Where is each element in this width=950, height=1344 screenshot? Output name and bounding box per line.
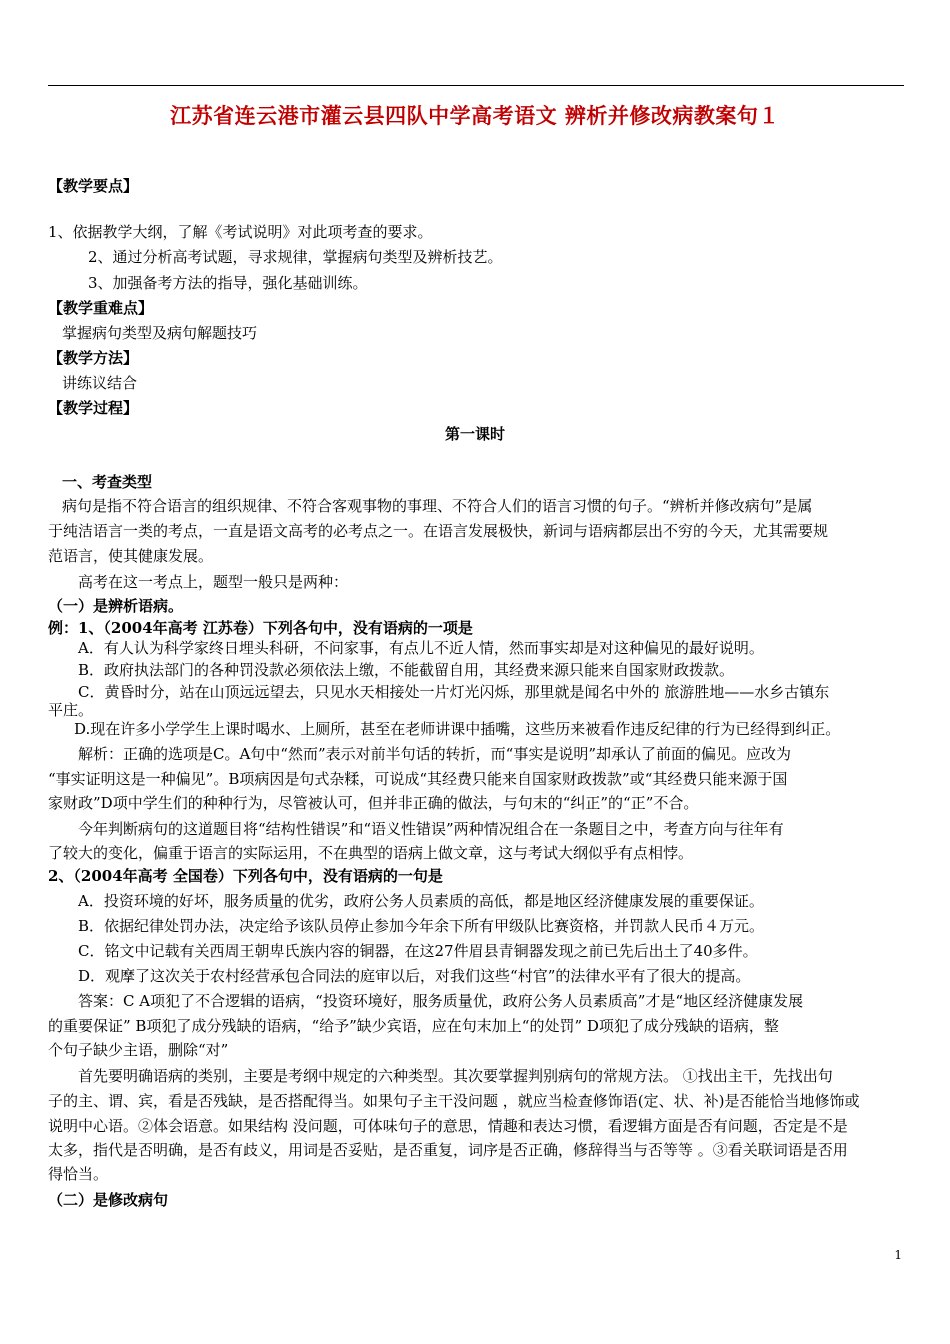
key-points-heading: 【教学要点】 xyxy=(48,177,139,195)
ex1-analysis-line: “事实证明这是一种偏见”。B项病因是句式杂糅，可说成“其经费只能来自国家财政拨款”或“其经费只能来源于国 xyxy=(48,770,788,788)
method-heading: 【教学方法】 xyxy=(48,349,139,367)
ex1-option-c: C．黄昏时分，站在山顶远远望去，只见水天相接处一片灯光闪烁，那里就是闻名中外的 旅游胜地——水乡古镇东 xyxy=(78,683,830,701)
difficulty-text: 掌握病句类型及病句解题技巧 xyxy=(62,324,258,342)
part1-heading: 一、考查类型 xyxy=(62,473,153,491)
part1-para-line: 于纯洁语言一类的考点，一直是语文高考的必考点之一。在语言发展极快，新词与语病都层出不穷的今天，尤其需要规 xyxy=(48,522,829,540)
lesson-title: 第一课时 xyxy=(444,425,505,443)
method-para-line: 子的主、谓、宾，看是否残缺，是否搭配得当。如果句子主干没问题 ，就应当检查修饰语(定、状、补)是否能恰当地修饰或 xyxy=(48,1092,860,1110)
method-para-line: 得恰当。 xyxy=(48,1165,109,1183)
ex1-option-d: D.现在许多小学学生上课时喝水、上厕所，甚至在老师讲课中插嘴，这些历来被看作违反纪律的行为已经得到纠正。 xyxy=(74,720,841,738)
method-para-line: 太多，指代是否明确，是否有歧义，用词是否妥贴，是否重复，词序是否正确，修辞得当与否等等 。③看关联词语是否用 xyxy=(48,1141,848,1159)
page-number: 1 xyxy=(894,1248,902,1262)
ex1-analysis-line: 家财政”D项中学生们的种种行为，尽管被认可，但并非正确的做法，与句末的“纠正”的“正”不合。 xyxy=(48,794,699,812)
ex1-option-b: B．政府执法部门的各种罚没款必须依法上缴，不能截留自用，其经费来源只能来自国家财政拨款。 xyxy=(78,661,735,679)
key-point-2: 2、通过分析高考试题，寻求规律，掌握病句类型及辨析技艺。 xyxy=(88,248,503,266)
method-text: 讲练议结合 xyxy=(62,374,138,392)
ex1-analysis-line: 解析：正确的选项是C。A句中“然而”表示对前半句话的转折，而“事实是说明”却承认了前面的偏见。应改为 xyxy=(78,745,791,763)
ex1-option-c-cont: 平庄。 xyxy=(48,701,94,719)
ex2-option-d: D．观摩了这次关于农村经营承包合同法的庭审以后，对我们这些“村官”的法律水平有了很大的提高。 xyxy=(78,967,751,985)
key-point-3: 3、加强备考方法的指导，强化基础训练。 xyxy=(88,274,368,292)
ex2-option-c: C．铭文中记载有关西周王朝卑氏族内容的铜器，在这27件眉县青铜器发现之前已先后出土了40多件。 xyxy=(78,942,758,960)
part1-para-line: 病句是指不符合语言的组织规律、不符合客观事物的事理、不符合人们的语言习惯的句子。“辨析并修改病句”是属 xyxy=(62,497,813,515)
process-heading: 【教学过程】 xyxy=(48,399,139,417)
ex1-option-a: A．有人认为科学家终日埋头科研，不问家事，有点儿不近人情，然而事实却是对这种偏见的最好说明。 xyxy=(78,639,764,657)
method-para-line: 首先要明确语病的类别，主要是考纲中规定的六种类型。其次要掌握判别病句的常规方法。 ①找出主干，先找出句 xyxy=(78,1067,833,1085)
key-point-1: 1、依据教学大纲，了解《考试说明》对此项考查的要求。 xyxy=(48,223,433,241)
ex1-comment-line: 今年判断病句的这道题目将“结构性错误”和“语义性错误”两种情况组合在一条题目之中，考查方向与往年有 xyxy=(78,820,784,838)
part1-para-line: 范语言，使其健康发展。 xyxy=(48,547,214,565)
ex2-option-b: B．依据纪律处罚办法，决定给予该队员停止参加今年余下所有甲级队比赛资格，并罚款人民币４万元。 xyxy=(78,917,765,935)
ex2-answer-line: 个句子缺少主语，删除“对” xyxy=(48,1041,229,1059)
ex1-question: 例：1、（2004年高考 江苏卷）下列各句中，没有语病的一项是 xyxy=(48,619,473,637)
header-rule xyxy=(48,85,904,86)
ex1-comment-line: 了较大的变化，偏重于语言的实际运用，不在典型的语病上做文章，这与考试大纲似乎有点相悖。 xyxy=(48,844,694,862)
method-para-line: 说明中心语。②体会语意。如果结构 没问题，可体味句子的意思，情趣和表达习惯，看逻辑方面是否有问题，否定是不是 xyxy=(48,1117,848,1135)
difficulty-heading: 【教学重难点】 xyxy=(48,299,154,317)
sub1-heading: （一）是辨析语病。 xyxy=(48,597,184,615)
ex2-option-a: A．投资环境的好坏，服务质量的优劣，政府公务人员素质的高低，都是地区经济健康发展的重要保证。 xyxy=(78,892,764,910)
ex2-answer-line: 答案：C A项犯了不合逻辑的语病，“投资环境好，服务质量优，政府公务人员素质高”才是“地区经济健康发展 xyxy=(78,992,804,1010)
ex2-question: 2、（2004年高考 全国卷）下列各句中，没有语病的一句是 xyxy=(48,867,443,885)
document-title: 江苏省连云港市灌云县四队中学高考语文 辨析并修改病教案句１ xyxy=(170,103,780,128)
ex2-answer-line: 的重要保证” B项犯了成分残缺的语病，“给予”缺少宾语，应在句末加上“的处罚” D项犯了成分残缺的语病，整 xyxy=(48,1017,779,1035)
sub2-heading: （二）是修改病句 xyxy=(48,1191,169,1209)
part1-intro: 高考在这一考点上，题型一般只是两种： xyxy=(78,573,349,591)
